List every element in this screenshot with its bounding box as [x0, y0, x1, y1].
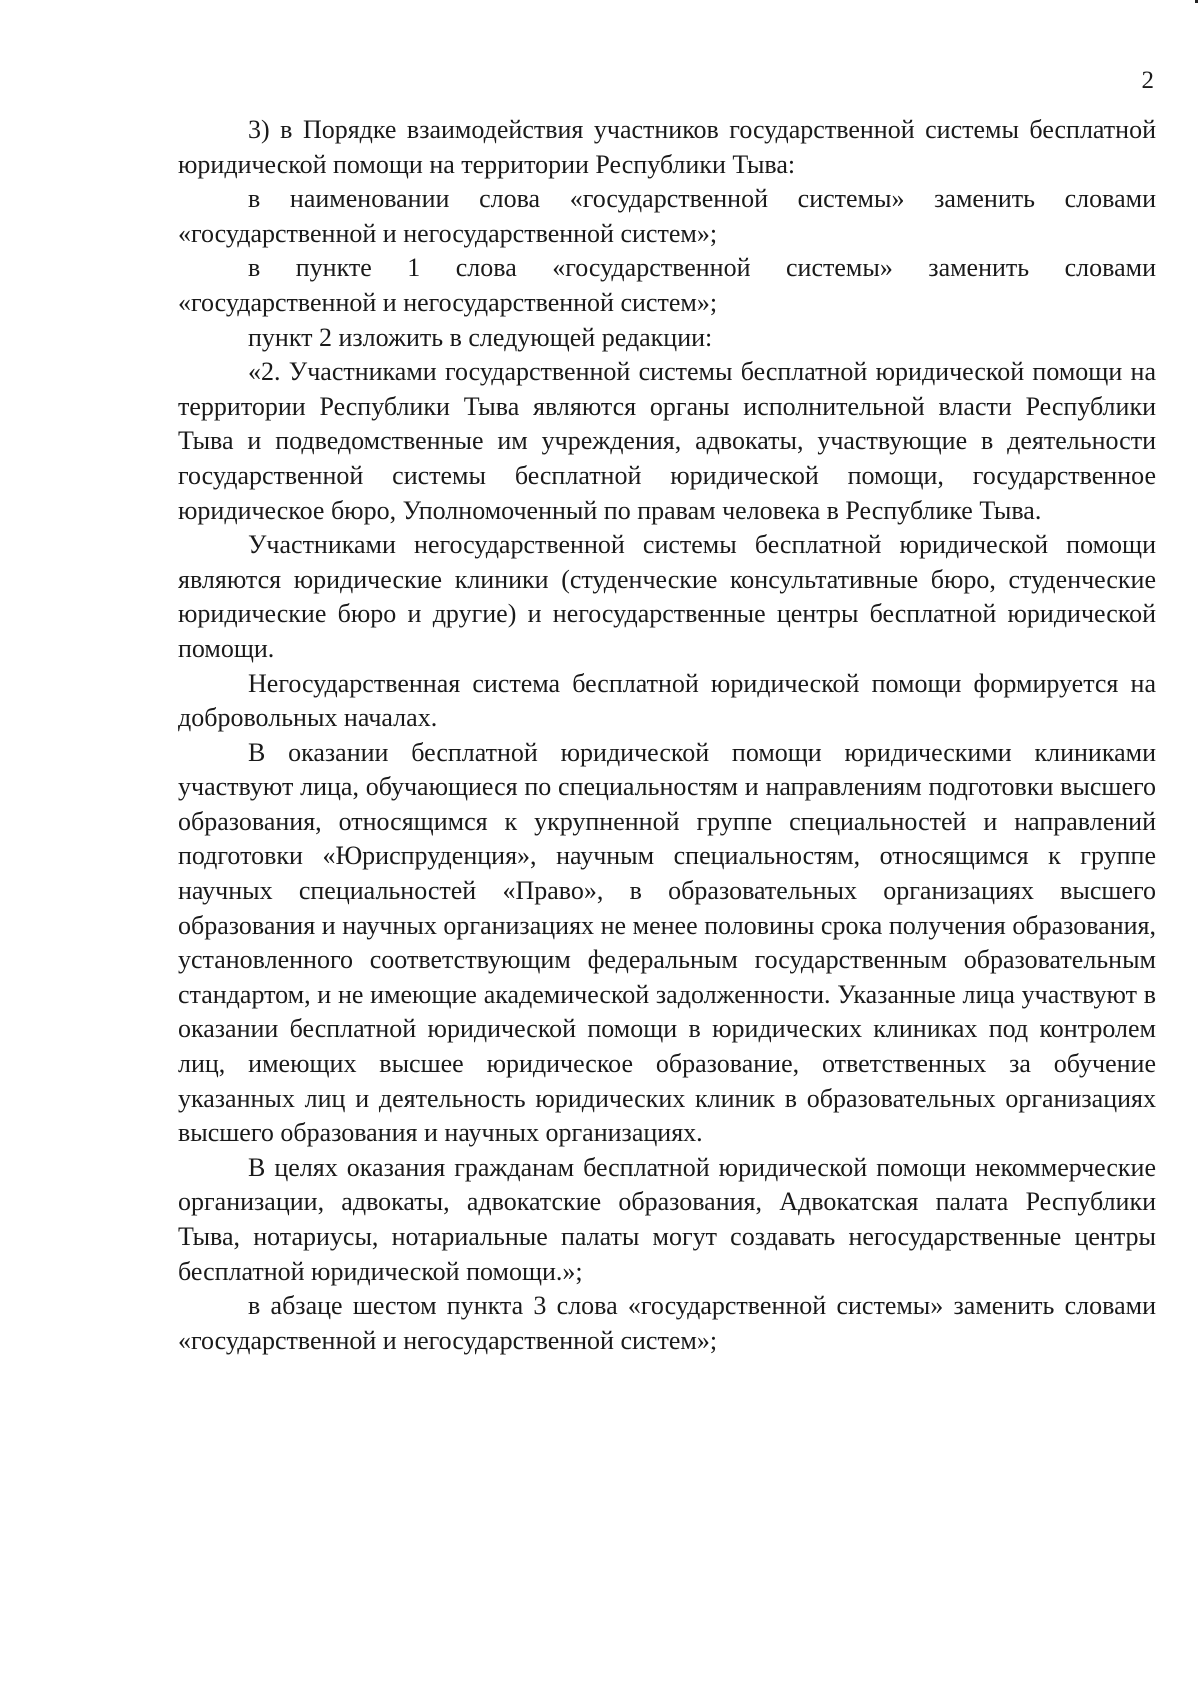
paragraph-point-3-amendment: в абзаце шестом пункта 3 слова «государственной системы» заменить словами «государственной и негосударственной систем»; — [178, 1291, 1156, 1355]
paragraph-nonstate-centers: В целях оказания гражданам бесплатной юридической помощи некоммерческие организации, адвокаты, адвокатские образования, Адвокатская палата Республики Тыва, нотариусы, нотариальные палаты могут создавать негосударственные центры бесплатной юридической помощи.»; — [178, 1152, 1156, 1286]
document-body — [178, 113, 1156, 1358]
paragraph-state-system-participants: «2. Участниками государственной системы бесплатной юридической помощи на территории Республики Тыва являются органы исполнительной власти Республики Тыва и подведомственные им учреждения, адвокаты, участвующие в деятельности государственной системы бесплатной юридической помощи, государственное юридическое бюро, Уполномоченный по правам человека в Республике Тыва. — [178, 357, 1156, 525]
paragraph-item-3-intro: 3) в Порядке взаимодействия участников государственной системы бесплатной юридической помощи на территории Республики Тыва: — [178, 115, 1156, 179]
paragraph-point-1-amendment: в пункте 1 слова «государственной системы» заменить словами «государственной и негосударственной систем»; — [178, 253, 1156, 317]
page-number: 2 — [1141, 67, 1154, 94]
paragraph-title-amendment: в наименовании слова «государственной системы» заменить словами «государственной и негосударственной систем»; — [178, 184, 1156, 248]
paragraph-legal-clinics: В оказании бесплатной юридической помощи юридическими клиниками участвуют лица, обучающиеся по специальностям и направлениям подготовки высшего образования, относящимся к укрупненной группе специальностей и направлений подготовки «Юриспруденция», научным специальностям, относящимся к группе научных специальностей «Право», в образовательных организациях высшего образования и научных организациях не менее половины срока получения образования, установленного соответствующим федеральным государственным образовательным стандартом, и не имеющие академической задолженности. Указанные лица участвуют в оказании бесплатной юридической помощи в юридических клиниках под контролем лиц, имеющих высшее юридическое образование, ответственных за обучение указанных лиц и деятельность юридических клиник в образовательных организациях высшего образования и научных организациях. — [178, 737, 1156, 1148]
scan-mark — [1195, 0, 1198, 3]
paragraph-nonstate-system-participants: Участниками негосударственной системы бесплатной юридической помощи являются юридические клиники (студенческие консультативные бюро, студенческие юридические бюро и другие) и негосударственные центры бесплатной юридической помощи. — [178, 530, 1156, 663]
paragraph-point-2-intro: пункт 2 изложить в следующей редакции: — [248, 322, 713, 352]
paragraph-voluntary-basis: Негосударственная система бесплатной юридической помощи формируется на добровольных началах. — [178, 668, 1156, 733]
